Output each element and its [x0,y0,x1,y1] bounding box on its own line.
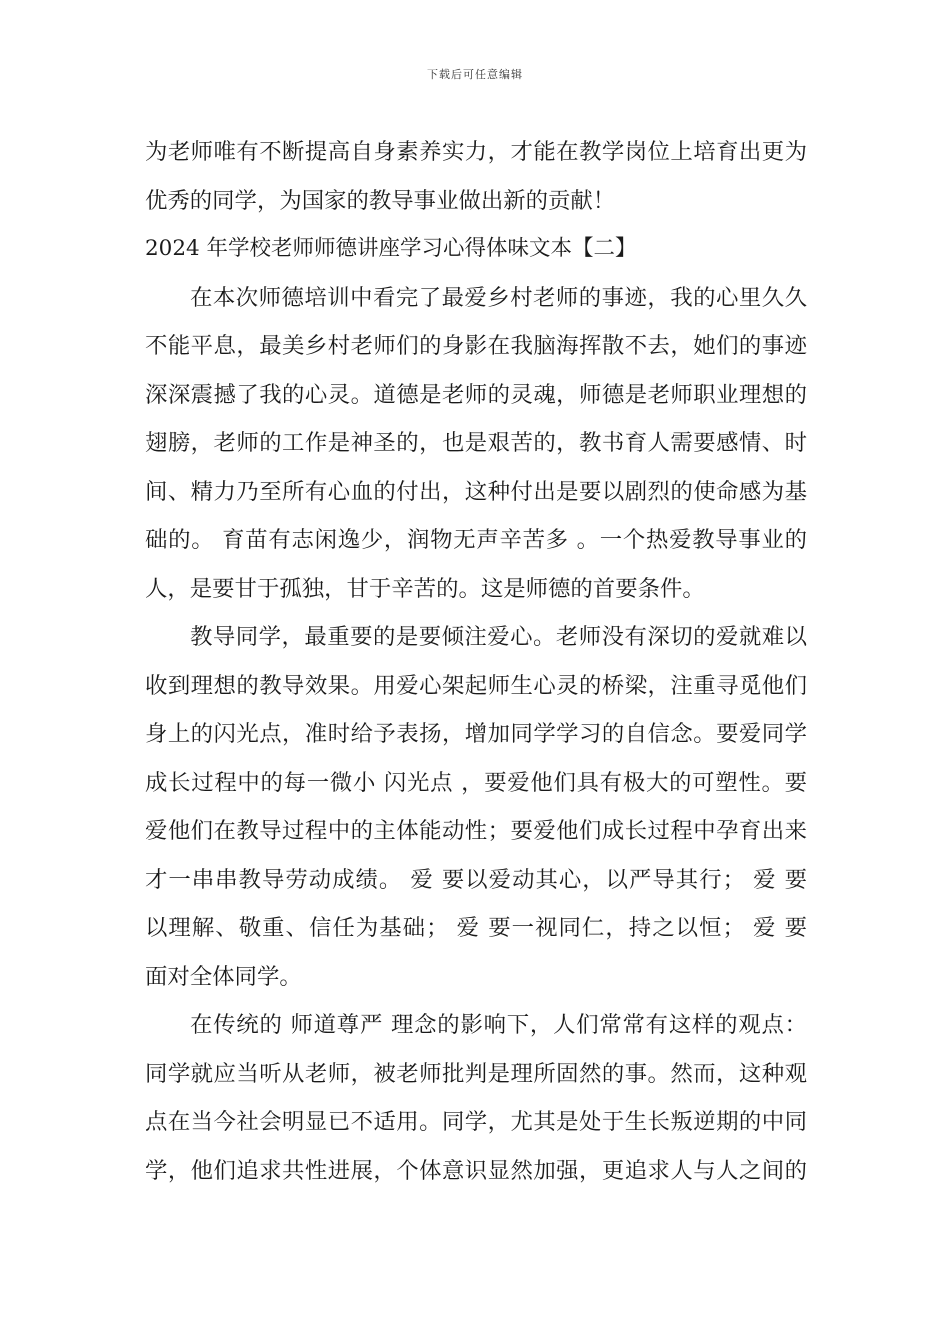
paragraph [145,128,807,225]
text-line: 在传统的 师道尊严 理念的影响下，人们常常有这样的观点： [190,1012,807,1038]
text-line: 同学就应当听从老师，被老师批判是理所固然的事。然而，这种观 [145,1060,807,1087]
paragraph [145,274,807,614]
text-line: 教导同学，最重要的是要倾注爱心。老师没有深切的爱就难以 [190,624,807,650]
text-line: 才一串串教导劳动成绩。 爱 要以爱动其心，以严导其行； 爱 要 [145,866,807,893]
text-line: 翅膀，老师的工作是神圣的，也是艰苦的，教书育人需要感情、时 [145,430,807,456]
text-line: 人，是要甘于孤独，甘于辛苦的。这是师德的首要条件。 [145,575,705,602]
text-line: 不能平息，最美乡村老师们的身影在我脑海挥散不去，她们的事迹 [145,333,807,359]
text-line: 为老师唯有不断提高自身素养实力，才能在教学岗位上培育出更为 [145,139,807,165]
text-line: 面对全体同学。 [145,963,302,990]
text-line: 深深震撼了我的心灵。道德是老师的灵魂，师德是老师职业理想的 [145,381,807,408]
text-line: 优秀的同学，为国家的教导事业做出新的贡献！ [145,187,616,214]
page-header: 下载后可任意编辑 [427,68,523,81]
text-line: 间、精力乃至所有心血的付出，这种付出是要以剧烈的使命感为基 [145,478,807,505]
document-body [145,128,807,1195]
paragraph [145,1001,807,1195]
text-line: 成长过程中的每一微小 闪光点 ，要爱他们具有极大的可塑性。要 [145,769,807,796]
section-heading [145,225,807,274]
text-line: 学，他们追求共性进展，个体意识显然加强，更追求人与人之间的 [145,1157,807,1184]
text-line: 收到理想的教导效果。用爱心架起师生心灵的桥梁，注重寻觅他们 [145,672,807,699]
text-line: 点在当今社会明显已不适用。同学，尤其是处于生长叛逆期的中同 [145,1109,807,1135]
text-line: 在本次师德培训中看完了最爱乡村老师的事迹，我的心里久久 [190,284,807,311]
text-line: 爱他们在教导过程中的主体能动性；要爱他们成长过程中孕育出来 [145,818,807,844]
paragraph [145,613,807,1001]
heading-line: 2024 年学校老师师德讲座学习心得体味文本【二】 [145,236,637,261]
text-line: 础的。 育苗有志闲逸少，润物无声辛苦多 。一个热爱教导事业的 [145,527,807,553]
text-line: 身上的闪光点，准时给予表扬，增加同学学习的自信念。要爱同学 [145,721,807,747]
text-line: 以理解、敬重、信任为基础； 爱 要一视同仁，持之以恒； 爱 要 [145,915,807,941]
